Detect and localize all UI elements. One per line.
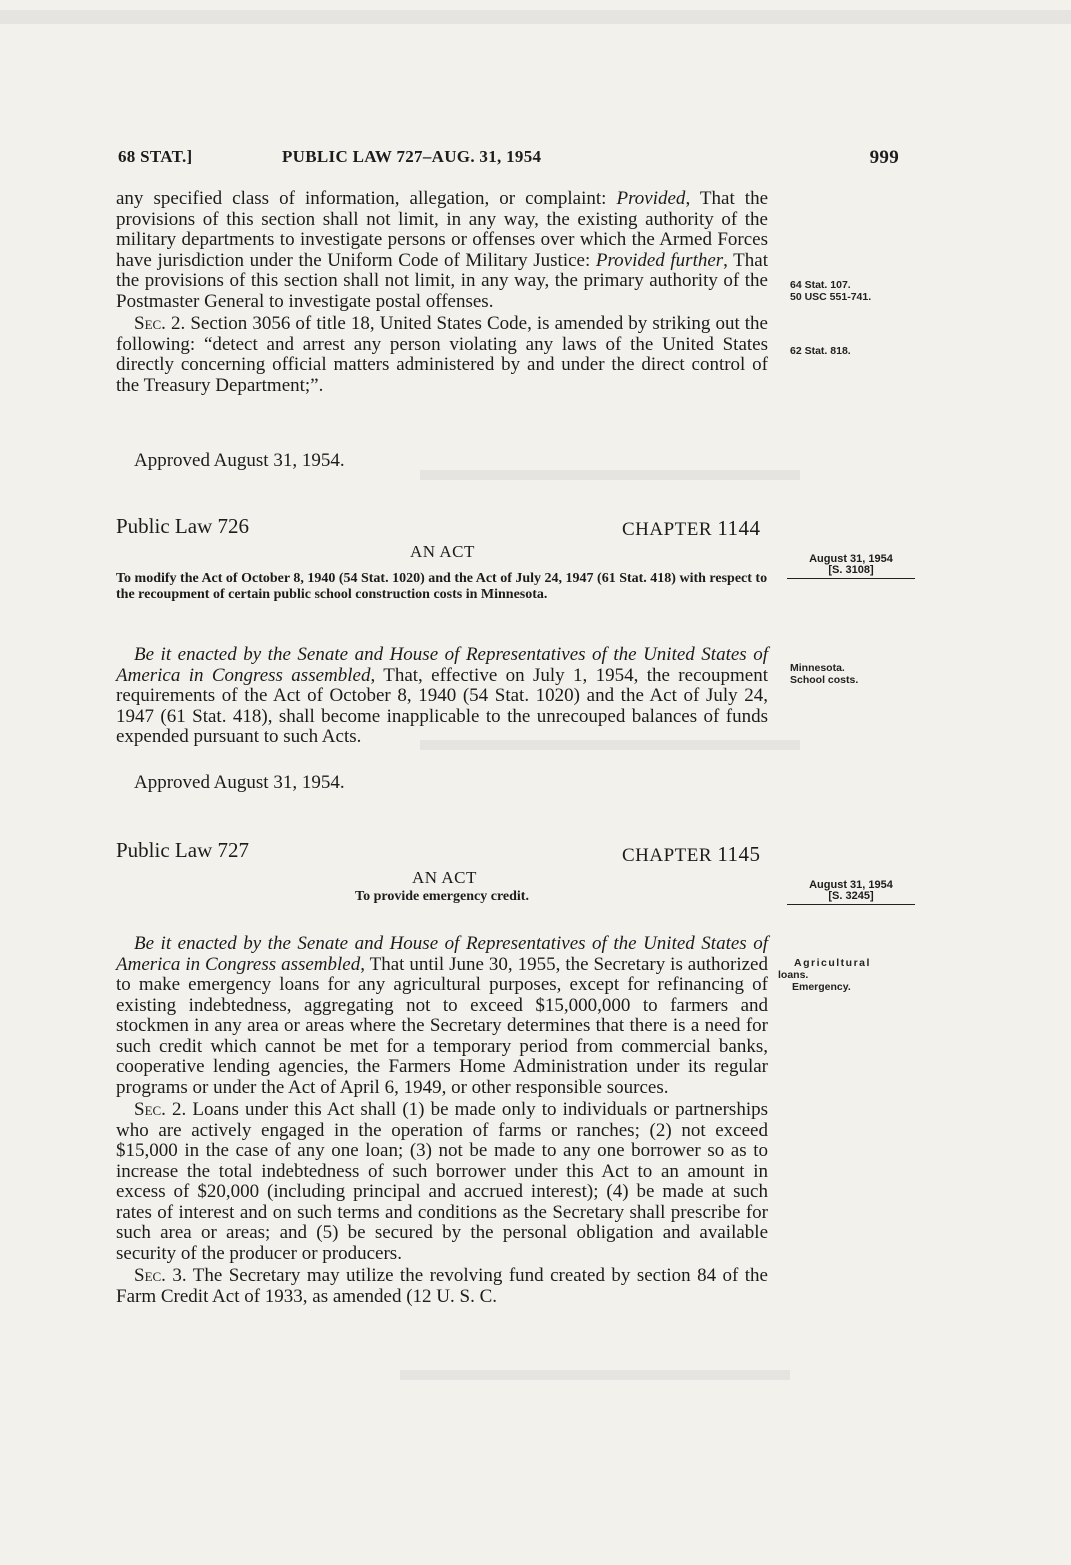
- continued-section: [116, 189, 768, 396]
- running-head-volume: 68 STAT.]: [118, 147, 193, 166]
- chapter-1145-heading: CHAPTER 1145: [622, 842, 761, 866]
- running-head-title: PUBLIC LAW 727–AUG. 31, 1954: [282, 147, 542, 166]
- paragraph: any specified class of information, allegation, or complaint: Provided, That the provisions of this section shall not limit, in any way, the existing authority of the military departments to investigate persons or offenses over which the Armed Forces have jurisdiction under the Uniform Code of Military Justice: Provided further, That the provisions of this section shall not limit, in any way, the primary authority of the Postmaster General to investigate postal offenses.: [116, 188, 768, 312]
- bleed-through: [0, 10, 1071, 24]
- an-act-heading: AN ACT: [412, 868, 477, 887]
- act-purpose: To modify the Act of October 8, 1940 (54 Stat. 1020) and the Act of July 24, 1947 (61 Stat. 418) with respect to the recoupment of certain public school construction costs in Minnesota.: [116, 571, 768, 602]
- approval-line: Approved August 31, 1954.: [134, 450, 345, 471]
- bleed-through: [400, 1370, 790, 1380]
- section-2-paragraph: Sec. 2. Loans under this Act shall (1) be made only to individuals or partnerships who are actively engaged in the operation of farms or ranches; (2) not exceed $15,000 in the case of any one loan; (3) not be made to any one borrower so as to increase the total indebtedness of such borrower under this Act to an amount in excess of $20,000 (including principal and accrued interest); (4) be made at such rates of interest and on such terms and conditions as the Secretary shall prescribe for such area or areas; and (5) be secured by the personal obligation and available security of the producer or producers.: [116, 1099, 769, 1264]
- paragraph: Be it enacted by the Senate and House of Representatives of the United States of America in Congress assembled, That until June 30, 1955, the Secretary is authorized to make emergency loans for any agricultural purposes, except for refinancing of existing indebtedness, aggregating not to exceed $15,000,000 to farmers and stockmen in any area or areas where the Secretary determines that there is a need for such credit which cannot be met for a temporary period from commercial banks, cooperative lending agencies, the Farmers Home Administration under its regular programs or under the Act of April 6, 1949, or other responsible sources.: [116, 933, 768, 1098]
- law-727-body: [116, 934, 768, 1307]
- an-act-heading: AN ACT: [410, 542, 475, 561]
- section-2-paragraph: Sec. 2. Section 3056 of title 18, United States Code, is amended by striking out the following: “detect and arrest any person violating any laws of the United States directly concerning official matters administered by and under the direct control of the Treasury Department;”.: [116, 313, 768, 396]
- margin-date-727: August 31, 1954 [S. 3245]: [787, 880, 915, 905]
- approval-line: Approved August 31, 1954.: [134, 772, 345, 793]
- paragraph: Be it enacted by the Senate and House of Representatives of the United States of America in Congress assembled, That, effective on July 1, 1954, the recoupment requirements of the Act of October 8, 1940 (54 Stat. 1020) and the Act of July 24, 1947 (61 Stat. 418), shall become inapplicable to the unrecouped balances of funds expended pursuant to such Acts.: [116, 644, 768, 747]
- margin-note-agricultural: Agricultural loans. Emergency.: [778, 957, 871, 993]
- margin-note-minnesota: Minnesota. School costs.: [790, 662, 859, 686]
- margin-note-62-stat: 62 Stat. 818.: [790, 345, 851, 357]
- page-number: 999: [869, 147, 899, 168]
- act-purpose: To provide emergency credit.: [355, 889, 529, 904]
- bleed-through: [420, 470, 800, 480]
- section-3-paragraph: Sec. 3. The Secretary may utilize the revolving fund created by section 84 of the Farm Credit Act of 1933, as amended (12 U. S. C.: [116, 1265, 768, 1307]
- margin-date-726: August 31, 1954 [S. 3108]: [787, 554, 915, 579]
- chapter-1144-heading: CHAPTER 1144: [622, 516, 761, 540]
- law-726-body: [116, 645, 768, 748]
- margin-note-64-stat: 64 Stat. 107. 50 USC 551-741.: [790, 279, 872, 303]
- public-law-727-label: Public Law 727: [116, 838, 249, 862]
- public-law-726-label: Public Law 726: [116, 514, 249, 538]
